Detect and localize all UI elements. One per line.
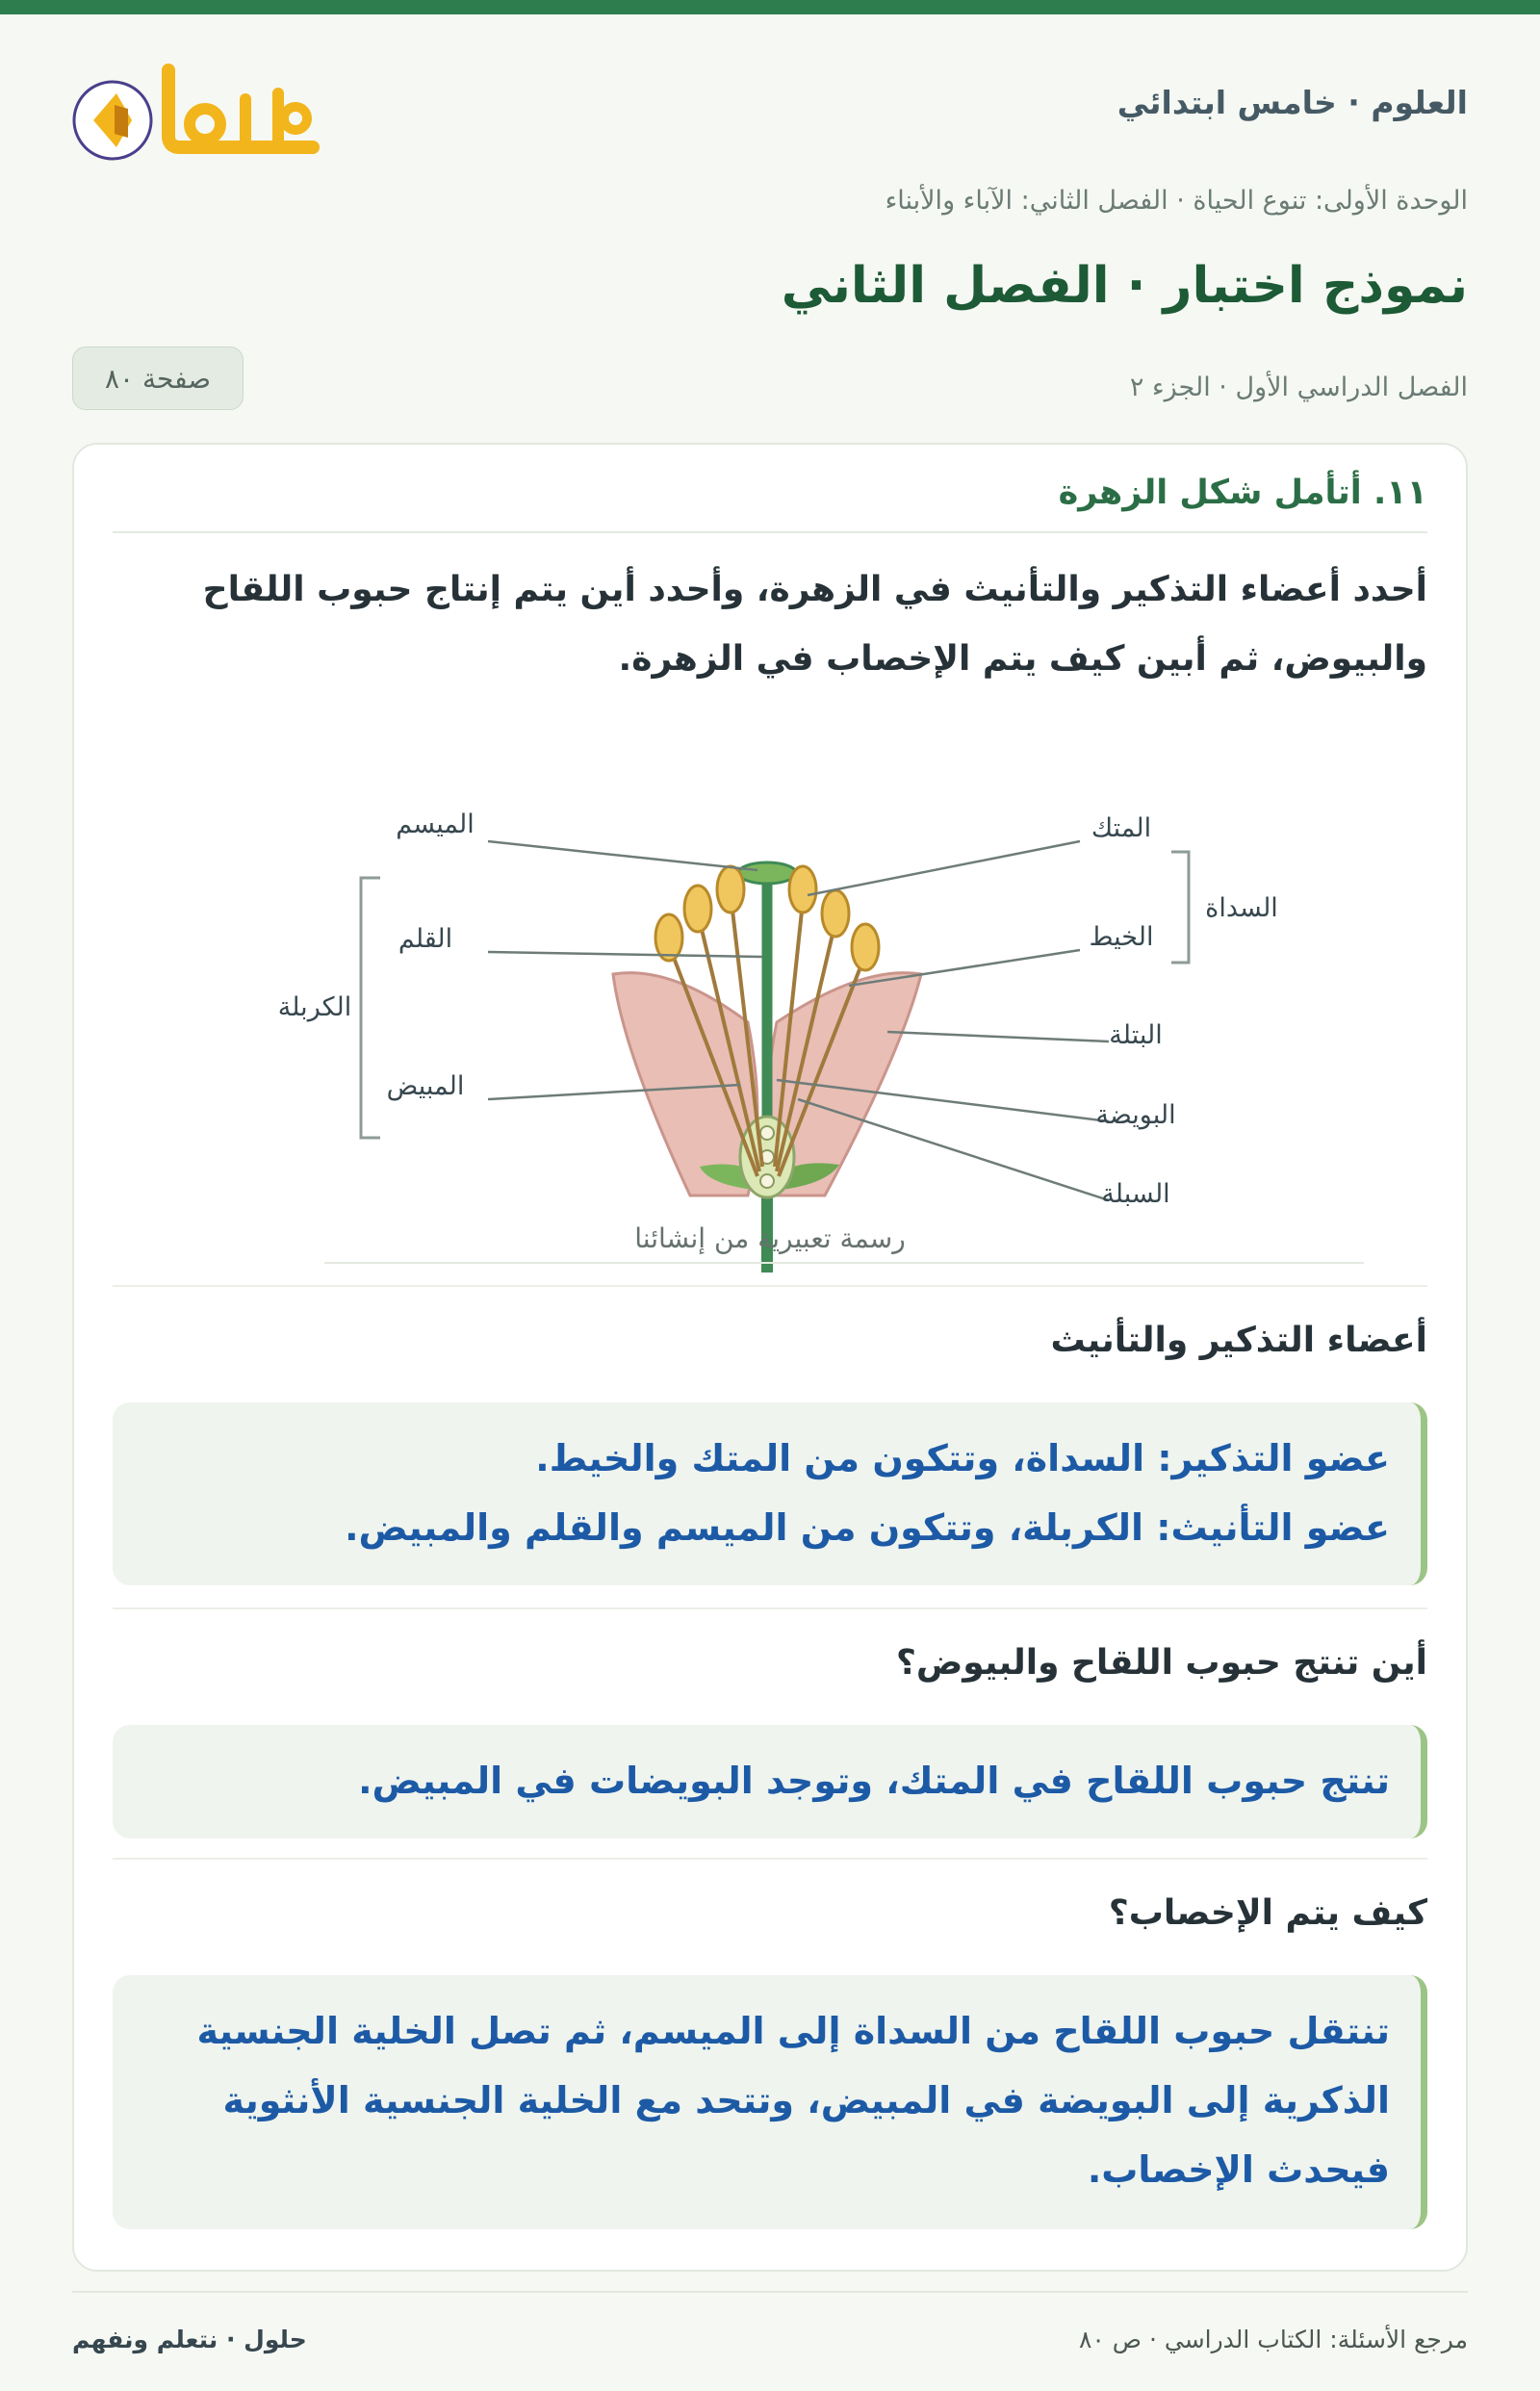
label-pistil: الكربلة [277, 992, 352, 1022]
page-footer [72, 2291, 1468, 2368]
diagram-caption: رسمة تعبيرية من إنشائنا [634, 1222, 906, 1254]
section-title-production: أين تنتج حبوب اللقاح والبيوض؟ [895, 1643, 1427, 1683]
question-header [113, 474, 1427, 533]
brand-logo-icon [72, 51, 322, 167]
label-filament: الخيط [1089, 922, 1154, 952]
question-card [72, 443, 1468, 2272]
answer-organs [113, 1402, 1427, 1585]
stamen-bracket [1171, 852, 1189, 963]
section-title-organs: أعضاء التذكير والتأنيث [1050, 1321, 1427, 1360]
page-number-badge: صفحة ٨٠ [72, 347, 244, 410]
label-anther: المتك [1091, 813, 1152, 843]
anther-shape [655, 914, 682, 961]
answer-line-female: عضو التأنيث: الكربلة، وتتكون من الميسم والقلم والمبيض. [345, 1506, 1390, 1549]
label-ovary: المبيض [386, 1071, 465, 1101]
answer-production [113, 1725, 1427, 1838]
ovule-shape [760, 1126, 774, 1140]
answer-line-fertilization: تنتقل حبوب اللقاح من السداة إلى الميسم، ثم تصل الخلية الجنسية الذكرية إلى البويضة في المبيض، وتتحد مع الخلية الجنسية الأنثوية فيحدث الإخصاب. [196, 2010, 1390, 2191]
subject-grade: العلوم · خامس ابتدائي [1116, 84, 1468, 121]
page-header [72, 14, 1468, 188]
footer-reference: مرجع الأسئلة: الكتاب الدراسي · ص ٨٠ [1078, 2326, 1468, 2353]
footer-motto: حلول · نتعلم ونفهم [72, 2326, 307, 2353]
section-title-fertilization: كيف يتم الإخصاب؟ [1108, 1893, 1427, 1933]
answer-line-production: تنتج حبوب اللقاح في المتك، وتوجد البويضات في المبيض. [358, 1760, 1390, 1802]
label-stamen: السداة [1205, 893, 1278, 923]
term-info: الفصل الدراسي الأول · الجزء ٢ [1129, 373, 1468, 402]
answer-fertilization [113, 1975, 1427, 2229]
question-text: أحدد أعضاء التذكير والتأنيث في الزهرة، وأحدد أين يتم إنتاج حبوب اللقاح والبيوض، ثم أبين كيف يتم الإخصاب في الزهرة. [202, 570, 1427, 679]
top-accent-bar [0, 0, 1540, 14]
section-divider [113, 1285, 1427, 1287]
stigma-shape [738, 862, 796, 884]
section-divider [113, 1858, 1427, 1860]
label-stigma: الميسم [396, 810, 475, 839]
answer-line-male: عضو التذكير: السداة، وتتكون من المتك والخيط. [535, 1437, 1390, 1479]
breadcrumb: الوحدة الأولى: تنوع الحياة · الفصل الثاني: الآباء والأبناء [885, 186, 1468, 216]
pistil-bracket [361, 878, 380, 1138]
label-style: القلم [398, 924, 453, 954]
label-ovule: البويضة [1095, 1100, 1176, 1130]
question-title: ١١. أتأمل شكل الزهرة [1058, 474, 1427, 512]
flower-diagram [209, 733, 1364, 1273]
label-sepal: السبلة [1101, 1179, 1170, 1209]
section-divider [113, 1607, 1427, 1609]
label-petal: البتلة [1109, 1020, 1163, 1050]
page-title: نموذج اختبار · الفصل الثاني [781, 257, 1468, 315]
